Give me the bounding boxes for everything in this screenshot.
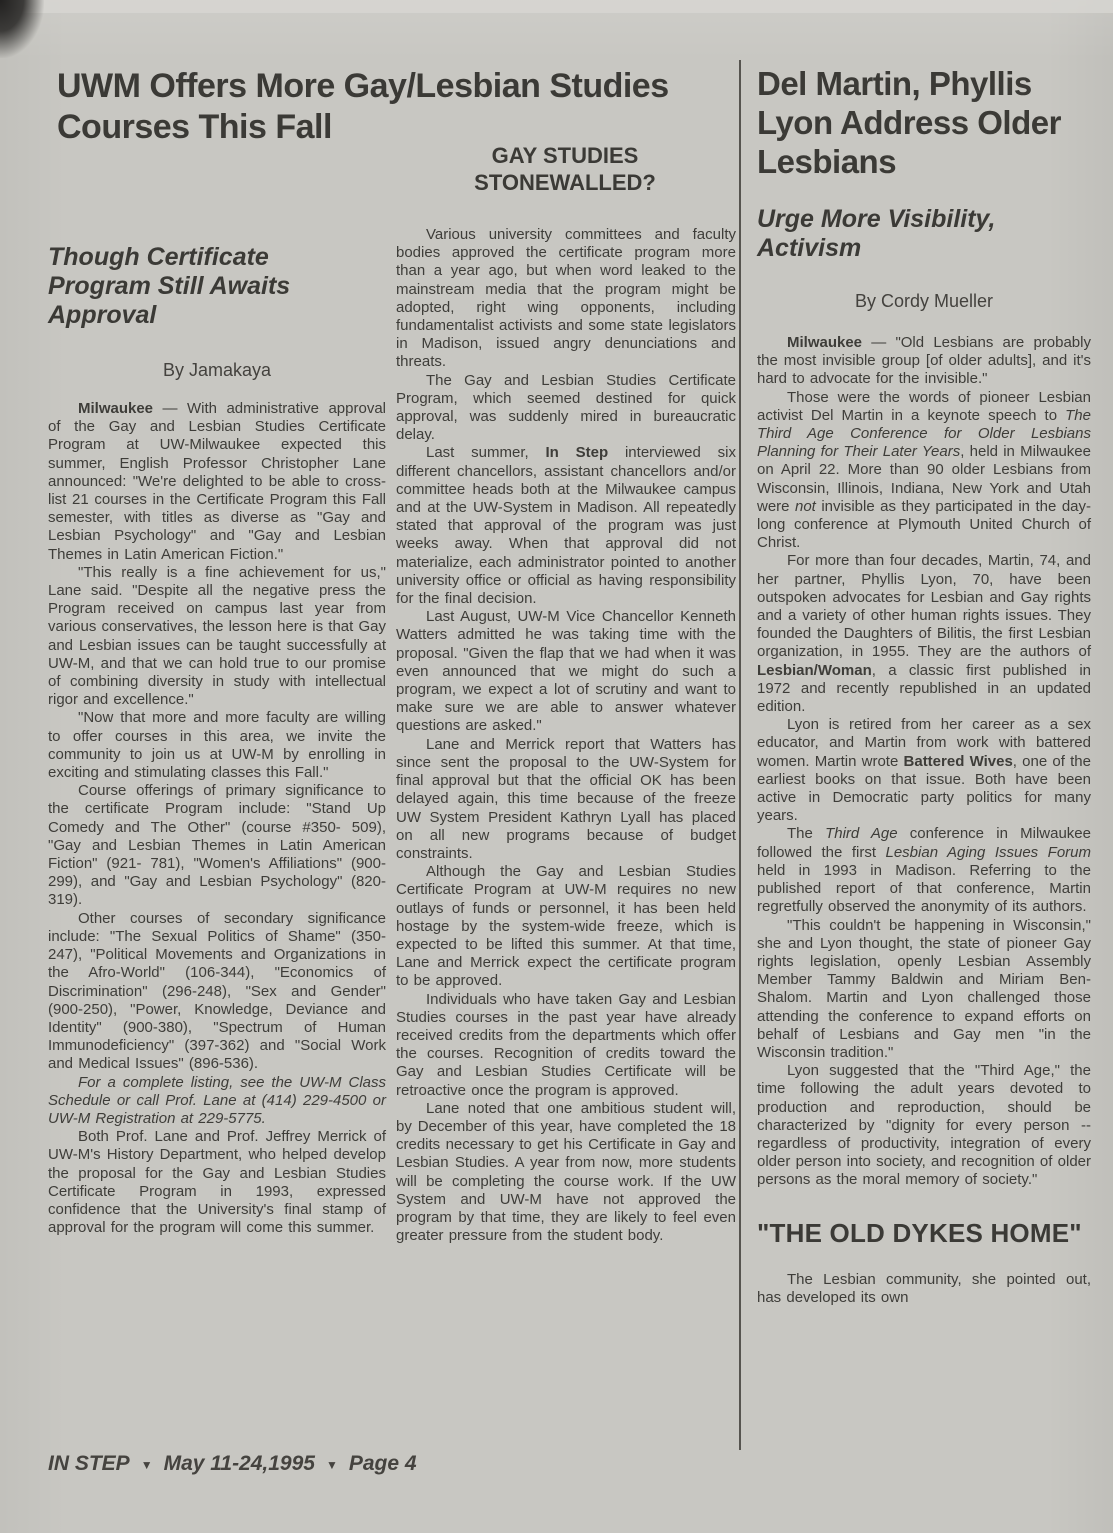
article-paragraph bbox=[757, 389, 1091, 553]
article-paragraph bbox=[48, 1074, 386, 1129]
martin-lyon-byline: By Cordy Mueller bbox=[854, 291, 994, 311]
paragraph-text-segment: For more than four decades, Martin, 74, and her partner, Phyllis Lyon, 70, have been outspoken advocates for Lesbian and Gay rights and a variety of other human rights issues. They founded the Daughters of Bilitis, the first Lesbian organization, in 1955. They are the authors of bbox=[757, 552, 1091, 661]
page-footer bbox=[48, 1452, 417, 1476]
paragraph-text-segment: Various university committees and faculty bodies approved the certificate program more than a year ago, but when word leaked to the mainstream media that the program might be adopted, right wing opponents, including fundamentalist activists and some state legislators in Madison, issued angry denunciations and threats. bbox=[396, 226, 736, 371]
paragraph-text-segment: — "Old Lesbians are probably the most invisible group [of older adults], and it's hard to advocate for the invisible." bbox=[757, 334, 1091, 388]
old-dykes-home-section-header: "THE OLD DYKES HOME" bbox=[757, 1217, 1082, 1248]
paragraph-text-segment: Third Age bbox=[825, 825, 898, 843]
paragraph-text-segment: Individuals who have taken Gay and Lesbian Studies courses in the past year have already received credits from the departments which offer the courses. Recognition of credits toward the Gay and Lesbian Studies Certificate will be retroactive once the program is approved. bbox=[396, 990, 736, 1099]
paragraph-text-segment: Lane noted that one ambitious student will, by December of this year, have completed the 18 credits necessary to get his Certificate in Gay and Lesbian Studies. A year from now, more students will be completing the course work. If the UW System and UW-M have not approved the program by that time, they are likely to feel even greater pressure from the student body. bbox=[396, 1099, 736, 1245]
paragraph-text-segment: , held in Milwaukee on April 22. More than 90 older Lesbians from Wisconsin, Illinois, Indiana, New York and Utah were bbox=[757, 443, 1091, 515]
uwm-article-subhead: Though Certificate Program Still Awaits Approval bbox=[48, 243, 291, 329]
paragraph-text-segment: "Now that more and more faculty are willing to offer courses in this area, we invite the community to join us at UW-M by enrolling in exciting and stimulating classes this Fall." bbox=[48, 709, 386, 782]
article-paragraph bbox=[757, 552, 1091, 716]
article-paragraph bbox=[757, 716, 1091, 825]
paragraph-text-segment: interviewed six different chancellors, assistant chancellors and/or committee heads both at the Milwaukee campus and at the UW-System in Madison. All repeatedly stated that approval of the program was just weeks away. When that approval did not materialize, each administrator pointed to another university office or official as having responsibility for the final decision. bbox=[396, 444, 736, 608]
article-paragraph bbox=[396, 608, 736, 735]
uwm-article-kicker: GAY STUDIES STONEWALLED? bbox=[474, 143, 656, 195]
paragraph-text-segment: Last August, UW-M Vice Chancellor Kenneth Watters admitted he was taking time with the proposal. "Given the flap that we had when it was even announced that we might do such a program, we expect a lot of scrutiny and want to make sure we are able to answer whatever questions are asked." bbox=[396, 608, 736, 735]
paragraph-text-segment: Both Prof. Lane and Prof. Jeffrey Merrick of UW-M's History Department, who helped develop the proposal for the Gay and Lesbian Studies Certificate Program in 1993, expressed confidence that the University's final stamp of approval for the program will come this summer. bbox=[48, 1128, 386, 1237]
martin-lyon-article-column bbox=[757, 64, 1091, 1307]
paragraph-text-segment: "This couldn't be happening in Wisconsin," she and Lyon thought, the state of pioneer Gay rights legislation, openly Lesbian Assembly Member Tammy Baldwin and Miriam Ben-Shalom. Martin and Lyon challenged those attending the conference to expand efforts on behalf of Lesbians and Gay men "in the Wisconsin tradition." bbox=[757, 916, 1091, 1061]
paragraph-text-segment: conference in Milwaukee followed the first bbox=[757, 825, 1091, 861]
paragraph-text-segment: The Lesbian community, she pointed out, has developed its own bbox=[757, 1270, 1091, 1306]
uwm-article-column-2 bbox=[396, 206, 736, 1245]
uwm-article-column-1 bbox=[48, 243, 386, 1237]
paragraph-text-segment: Other courses of secondary significance include: "The Sexual Politics of Shame" (350-247), "Political Movements and Organizations in the Afro-World" (106-344), "Economics of Discrimination" (296-248), "Sex and Gender" (900-250), "Power, Knowledge, Deviance and Identity" (900-380), "Spectrum of Human Immunodeficiency" (397-362) and "Social Work and Medical Issues" (896-536). bbox=[48, 909, 386, 1073]
article-paragraph bbox=[48, 400, 386, 564]
martin-lyon-headline: Del Martin, Phyllis Lyon Address Older Lesbians bbox=[757, 65, 1061, 180]
martin-lyon-body bbox=[757, 334, 1091, 1190]
footer-page-number: Page 4 bbox=[348, 1452, 417, 1475]
article-paragraph bbox=[396, 991, 736, 1100]
uwm-article-byline: By Jamakaya bbox=[162, 360, 272, 380]
footer-date: May 11-24,1995 bbox=[163, 1452, 315, 1475]
paragraph-text-segment: Lesbian Aging Issues Forum bbox=[885, 843, 1091, 861]
article-paragraph bbox=[757, 917, 1091, 1063]
paragraph-text-segment: Lesbian/Woman bbox=[757, 661, 872, 679]
paragraph-text-segment: For a complete listing, see the UW-M Class Schedule or call Prof. Lane at (414) 229-4500 or UW-M Registration at 229-5775. bbox=[48, 1073, 386, 1127]
article-paragraph bbox=[48, 910, 386, 1074]
uwm-article-body-col1 bbox=[48, 400, 386, 1237]
paragraph-text-segment: Lyon is retired from her career as a sex educator, and Martin from work with battered women. Martin wrote bbox=[757, 716, 1091, 770]
article-paragraph bbox=[396, 444, 736, 608]
article-paragraph bbox=[396, 226, 736, 372]
column-divider-rule bbox=[739, 60, 741, 1450]
paragraph-text-segment: Although the Gay and Lesbian Studies Certificate Program at UW-M requires no new outlays of funds or personnel, it has been held hostage by the system-wide freeze, which is expected to be lifted this summer. At that time, Lane and Merrick expect the certificate program to be approved. bbox=[396, 863, 736, 990]
paragraph-text-segment: The Gay and Lesbian Studies Certificate Program, which seemed destined for quick approval, was suddenly mired in bureaucratic delay. bbox=[396, 371, 736, 444]
martin-lyon-body-continued bbox=[757, 1271, 1091, 1307]
article-paragraph bbox=[757, 825, 1091, 916]
paragraph-text-segment: , a classic first published in 1972 and recently republished in an updated edition. bbox=[757, 661, 1091, 716]
article-paragraph bbox=[396, 736, 736, 863]
paragraph-text-segment: Course offerings of primary significance to the certificate Program include: "Stand Up Comedy and The Other" (course #350- 509), "Gay and Lesbian Themes in Latin American Fiction" (921- 781), "Women's Affiliations" (900-299), and "Gay and Lesbian Psychology" (820-319). bbox=[48, 782, 386, 909]
article-paragraph bbox=[48, 709, 386, 782]
martin-lyon-subhead: Urge More Visibility, Activism bbox=[757, 205, 996, 262]
paragraph-text-segment: not bbox=[795, 497, 816, 515]
article-paragraph bbox=[48, 1128, 386, 1237]
article-paragraph bbox=[757, 1062, 1091, 1189]
footer-magazine-title: IN STEP bbox=[48, 1452, 130, 1475]
paragraph-text-segment: , one of the earliest books on that issue. Both have been active in Democratic party politics for many years. bbox=[757, 752, 1091, 825]
paragraph-text-segment: Those were the words of pioneer Lesbian activist Del Martin in a keynote speech to bbox=[757, 388, 1091, 424]
paragraph-text-segment: held in 1993 in Madison. Referring to the published report of that conference, Martin regretfully observed the anonymity of its authors. bbox=[757, 861, 1091, 916]
paragraph-text-segment: Battered Wives bbox=[903, 752, 1013, 770]
paragraph-text-segment: In Step bbox=[545, 444, 609, 462]
paragraph-text-segment: The bbox=[787, 825, 826, 843]
scan-artifact-corner bbox=[0, 0, 44, 58]
paragraph-text-segment: Lane and Merrick report that Watters has since sent the proposal to the UW-System for final approval but that the official OK has been delayed again, this time because of the freeze UW System President Kathryn Lyall has placed on all new programs because of budget constraints. bbox=[396, 735, 736, 862]
paragraph-text-segment: Milwaukee bbox=[787, 334, 863, 351]
paragraph-text-segment: Last summer, bbox=[426, 444, 546, 462]
scan-edge-strip bbox=[0, 0, 1113, 13]
uwm-article-headline: UWM Offers More Gay/Lesbian Studies Courses This Fall bbox=[57, 67, 669, 146]
uwm-article-body-col2 bbox=[396, 226, 736, 1245]
paragraph-text-segment: Lyon suggested that the "Third Age," the time following the adult years devoted to production and reproduction, should be characterized by "dignity for every person -- regardless of productivity, integration of every older person into society, and recognition of older persons as the moral memory of society." bbox=[757, 1062, 1091, 1189]
paragraph-text-segment: The Third Age Conference for Older Lesbians Planning for Their Later Years bbox=[757, 406, 1091, 461]
paragraph-text-segment: "This really is a fine achievement for us," Lane said. "Despite all the negative press the Program received on campus last year from various conservatives, the lesson here is that Gay and Lesbian issues can be taught successfully at UW-M, and that we can hold true to our promise of combining diversity in study with intellectual rigor and excellence." bbox=[48, 563, 386, 709]
article-paragraph bbox=[396, 863, 736, 990]
paragraph-text-segment: — With administrative approval of the Gay and Lesbian Studies Certificate Program at UW-Milwaukee expected this summer, English Professor Christopher Lane announced: "We're delighted to be able to cross-list 21 courses in the Certificate Program this Fall semester, with titles as diverse as "Gay and Lesbian Psychology" and "Gay and Lesbian Themes in Latin American Fiction." bbox=[48, 400, 386, 563]
footer-triangle-icon: ▼ bbox=[325, 1458, 338, 1472]
article-paragraph bbox=[396, 1100, 736, 1246]
paragraph-text-segment: Milwaukee bbox=[78, 400, 154, 417]
article-paragraph bbox=[757, 334, 1091, 389]
paragraph-text-segment: invisible as they participated in the day-long conference at Plymouth United Church of Christ. bbox=[757, 497, 1091, 552]
article-paragraph bbox=[48, 564, 386, 710]
article-paragraph bbox=[757, 1271, 1091, 1307]
article-paragraph bbox=[396, 372, 736, 445]
footer-triangle-icon: ▼ bbox=[140, 1458, 153, 1472]
article-paragraph bbox=[48, 782, 386, 909]
